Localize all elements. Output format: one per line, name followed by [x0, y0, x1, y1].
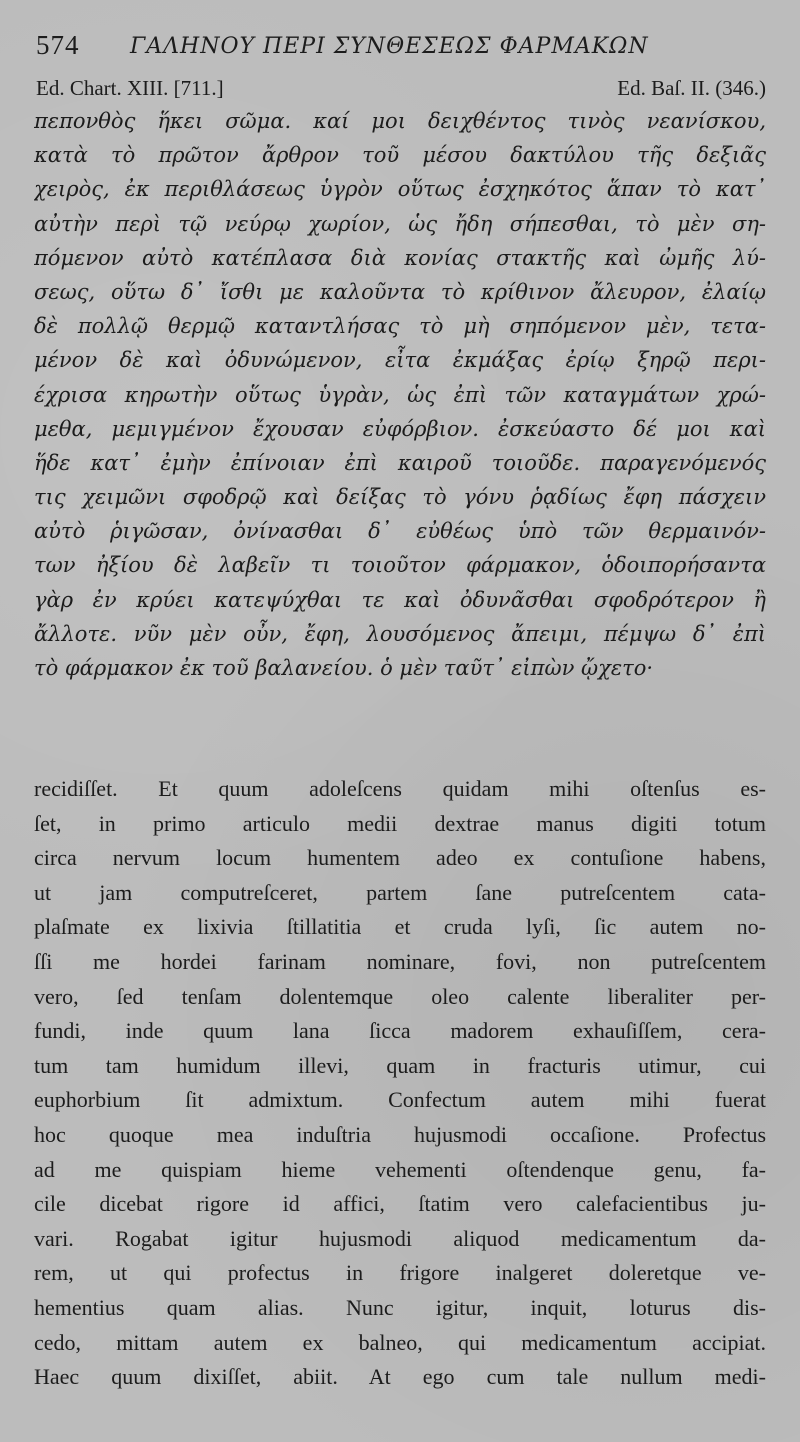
greek-text-line: πόμενον αὐτὸ κατέπλασα διὰ κονίας στακτῆς καὶ ὠμῆς λύ-	[34, 245, 766, 270]
latin-text-line: euphorbium ſit admixtum. Confectum autem mihi fuerat	[34, 1087, 766, 1113]
greek-text-line: ἄλλοτε. νῦν μὲν οὖν, ἔφη, λουσόμενος ἄπειμι, πέμψω δ᾽ ἐπὶ	[34, 621, 766, 646]
latin-text-line: tum tam humidum illevi, quam in fracturis utimur, cui	[34, 1052, 766, 1078]
greek-text-line: σεως, οὕτω δ᾽ ἴσθι με καλοῦντα τὸ κρίθινον ἄλευρον, ἐλαίῳ	[34, 279, 766, 304]
page-number: 574	[36, 30, 80, 60]
edition-references	[36, 76, 766, 102]
greek-text-line: χειρὸς, ἐκ περιθλάσεως ὑγρὸν οὕτως ἐσχηκότος ἅπαν τὸ κατ᾽	[34, 177, 766, 202]
latin-text-line: rem, ut qui profectus in frigore inalgeret doleretque ve-	[34, 1260, 766, 1286]
latin-text-line: hoc quoque mea induſtria hujusmodi occaſione. Profectus	[34, 1121, 766, 1147]
latin-text-line: plaſmate ex lixivia ſtillatitia et cruda lyſi, ſic autem no-	[34, 914, 766, 940]
greek-text-line: αὐτὴν περὶ τῷ νεύρῳ χωρίον, ὡς ἤδη σήπεσθαι, τὸ μὲν ση-	[34, 211, 766, 236]
greek-text-line: τις χειμῶνι σφοδρῷ καὶ δείξας τὸ γόνυ ῥᾳδίως ἔφη πάσχειν	[34, 485, 766, 510]
latin-text-line: ad me quispiam hieme vehementi oſtendenque genu, fa-	[34, 1156, 766, 1182]
latin-text-line: vero, ſed tenſam dolentemque oleo calente liberaliter per-	[34, 983, 766, 1009]
edition-reference-basel: Ed. Baſ. II. (346.)	[617, 76, 766, 100]
greek-text-line: ἥδε κατ᾽ ἐμὴν ἐπίνοιαν ἐπὶ καιροῦ τοιοῦδε. παραγενόμενός	[34, 450, 766, 475]
greek-text-line: μεθα, μεμιγμένον ἔχουσαν εὐφόρβιον. ἐσκεύαστο δέ μοι καὶ	[34, 416, 766, 441]
latin-text-line: ſſi me hordei farinam nominare, fovi, non putreſcentem	[34, 948, 766, 974]
latin-text-line: ſet, in primo articulo medii dextrae manus digiti totum	[34, 810, 766, 836]
greek-text-line: κατὰ τὸ πρῶτον ἄρθρον τοῦ μέσου δακτύλου τῆς δεξιᾶς	[34, 143, 766, 168]
latin-text-line: cedo, mittam autem ex balneo, qui medicamentum accipiat.	[34, 1329, 766, 1355]
greek-text-line: δὲ πολλῷ θερμῷ καταντλήσας τὸ μὴ σηπόμενον μὲν, τετα-	[34, 314, 766, 339]
running-head	[36, 26, 766, 66]
greek-text-line: τὸ φάρμακον ἐκ τοῦ βαλανείου. ὁ μὲν ταῦτ᾽ εἰπὼν ᾤχετο·	[34, 656, 654, 680]
latin-text-line: cile dicebat rigore id affici, ſtatim vero calefacientibus ju-	[34, 1191, 766, 1217]
latin-text-block	[34, 772, 766, 1395]
edition-reference-chartier: Ed. Chart. XIII. [711.]	[36, 76, 224, 100]
latin-text-line: Haec quum dixiſſet, abiit. At ego cum tale nullum medi-	[34, 1364, 766, 1390]
latin-text-line: ut jam computreſceret, partem ſane putreſcentem cata-	[34, 879, 766, 905]
greek-text-line: των ἠξίου δὲ λαβεῖν τι τοιοῦτον φάρμακον, ὁδοιπορήσαντα	[34, 553, 766, 578]
running-title: ΓΑΛΗΝΟΥ ΠΕΡΙ ΣΥΝΘΕΣΕΩΣ ΦΑΡΜΑΚΩΝ	[130, 34, 649, 59]
latin-text-line: recidiſſet. Et quum adoleſcens quidam mihi oſtenſus es-	[34, 776, 766, 801]
greek-text-line: πεπονθὸς ἥκει σῶμα. καί μοι δειχθέντος τινὸς νεανίσκου,	[34, 109, 766, 133]
greek-text-block	[34, 104, 766, 685]
greek-text-line: αὐτὸ ῥιγῶσαν, ὀνίνασθαι δ᾽ εὐθέως ὑπὸ τῶν θερμαινόν-	[34, 519, 766, 544]
greek-text-line: μένον δὲ καὶ ὀδυνώμενον, εἶτα ἐκμάξας ἐρίῳ ξηρῷ περι-	[34, 348, 766, 373]
latin-text-line: circa nervum locum humentem adeo ex contuſione habens,	[34, 845, 766, 871]
latin-text-line: vari. Rogabat igitur hujusmodi aliquod medicamentum da-	[34, 1225, 766, 1251]
greek-text-line: γὰρ ἐν κρύει κατεψύχθαι τε καὶ ὀδυνᾶσθαι σφοδρότερον ἢ	[34, 587, 766, 612]
greek-text-line: έχρισα κηρωτὴν οὕτως ὑγρὰν, ὡς ἐπὶ τῶν καταγμάτων χρώ-	[34, 382, 766, 407]
latin-text-line: fundi, inde quum lana ſicca madorem exhauſiſſem, cera-	[34, 1018, 766, 1044]
latin-text-line: hementius quam alias. Nunc igitur, inquit, loturus dis-	[34, 1294, 766, 1320]
